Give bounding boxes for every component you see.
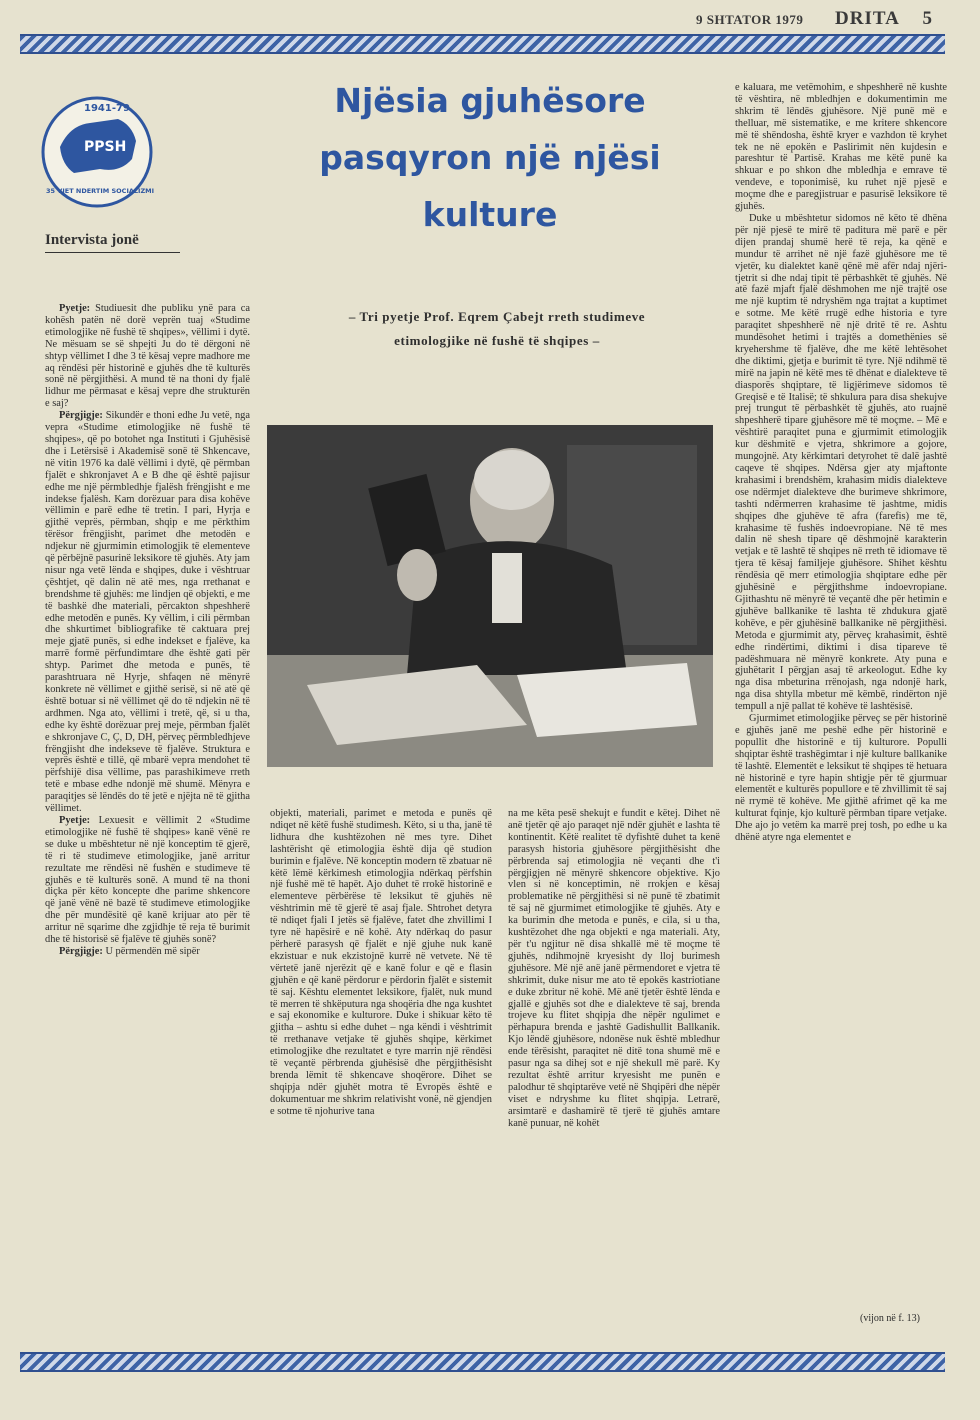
- headline-line-3: kulture: [422, 195, 558, 234]
- headline-line-1: Njësia gjuhësore: [334, 81, 646, 120]
- answer-text: Sikundër e thoni edhe Ju vetë, nga vepra «Studime etimologjike në fushë të shqipes», që po botohet nga Instituti i Gjuhësisë dhe i Letërsisë i Akademisë sonë të Shkencave, në vitin 1976 ka dalë vëllimi i dytë, që përmban fjalët e shkronjavet A e B dhe që është pajisur edhe me një përmbledhje fjalësh frëngjisht e me indekse fjalësh. Kam dorëzuar para disa kohëve vëllimin e parë edhe të tretin. I pari, Hyrja e gjithë veprës, përmban, shqip e me përkthim tërësor frëngjisht, parimet dhe metodën e ndjekur në gjurmimin etimologjik të elementeve që përbëjnë pasurinë leksikore të gjuhës. Aty jam nisur nga vetë lënda e shqipes, duke i vështruar çështjet, që dalin në atë mes, nga rrethanat e brendshme të gjuhës: me lindjen që objekti, e me të bashkë dhe materiali, përcakton shpeshherë edhe metodën e punës. Ky vëllim, i cili përmban dhe shkurtimet bibliografike të caktuara prej meje gjatë punës, si edhe indekset e fjalëve, ka marrë formë përfundimtare dhe është gati për shtyp. Parimet dhe metoda e punës, të parashtruara në Hyrje, shfaqen në mënyrë konkrete në vëllimet e gjithë serisë, si në atë që është botuar si në vëllimet që do të ndjekin në të ardhmen. Nga ato, vëllimi i tretë, që, si u tha, edhe ky është dorëzuar prej meje, përmban fjalët e shkronjave C, Ç, D, DH, përveç përmbledhjeve frëngjisht dhe indekseve të fjalëve. Struktura e veprës është e tillë, që mbarë vepra mendohet të përfshijë disa vëllime, pas parashikimeve rreth tetë e mbase edhe ndonjë më shumë. Mënyra e paraqitjes së lëndës do të jetë e njëjta në të gjitha vëllimet.: [45, 410, 250, 815]
- newspaper-name: DRITA: [835, 8, 900, 29]
- question-label: Pyetje:: [59, 303, 91, 314]
- issue-date: 9 SHTATOR 1979: [696, 12, 804, 27]
- answer-2: [45, 946, 250, 958]
- question-label: Pyetje:: [59, 814, 91, 826]
- column-4-paragraph-3: Gjurmimet etimologjike përveç se për historinë e gjuhës janë me peshë edhe për historinë e popullit dhe historinë e tij kulturore. Populli shqiptar është trashëgimtar i një kulture ballkanike të lashtë. Elementët e leksikut të shqipes të hetuara në historinë e tyre hapin shtigje për të gjurmuar elementët e kulturës popullore e të zhvillimit të saj në rrymë të kohëve. Me gjithë afrimet që ka me kulturat fqinje, kjo kulturë përmban tipare vetjake. Dhe ajo jo vetëm ka marrë prej tosh, po edhe u ka dhënë atyre nga elementet e: [735, 713, 947, 844]
- kicker-underline: [45, 252, 180, 253]
- continued-note: (vijon në f. 13): [860, 1313, 920, 1324]
- emblem-years: 1941-79: [84, 103, 130, 114]
- decorative-border-top: [20, 34, 945, 54]
- column-2: [270, 808, 492, 1335]
- headline-line-2: pasqyron një njësi: [319, 138, 661, 177]
- portrait-photo: [267, 425, 713, 767]
- emblem-party: PPSH: [84, 139, 127, 155]
- answer-label: Përgjigje:: [59, 945, 103, 957]
- answer-text: U përmendën më sipër: [105, 945, 200, 957]
- page-number: 5: [922, 8, 932, 29]
- party-emblem: [40, 95, 154, 209]
- subheadline-line-1: – Tri pyetje Prof. Eqrem Çabejt rreth studimeve: [348, 309, 646, 324]
- section-kicker: Intervista jonë: [45, 232, 139, 248]
- headline: [290, 72, 690, 243]
- question-text: Studiuesit dhe publiku ynë para ca kohësh patën në dorë veprën tuaj «Studime etimologjike në fushë të shqipes», vëllimi i dytë. Ne mësuam se së shpejti Ju do të dërgoni në shtyp vëllimet I dhe 3 të kësaj vepre madhore me aq rëndësi për historinë e gjuhës dhe të kulturës sonë në përgjithësi. A mund të na thoni dy fjalë lidhur me përmasat e kësaj vepre dhe strukturën e saj?: [45, 303, 250, 410]
- subheadline: [282, 305, 712, 353]
- subheadline-line-2: etimologjike në fushë të shqipes –: [394, 333, 600, 348]
- column-2-text: objekti, materiali, parimet e metoda e punës që ndiqet në këtë fushë studimesh. Këto, si u tha, janë të lidhura dhe kushtëzohen në mes tyre. Dihet lashtërisht që etimologjia është dija që studion burimin e fjalëve. Në konceptin modern të zbatuar në këtë lëmë kërkimesh etimologjia ndërkaq përfshin një fushë më të hapët. Ajo duhet të rrokë historinë e elementeve përbërëse të leksikut të gjuhës në vështrimin më të gjerë të asaj fjale. Shtrohet detyra të ndiqet fjali I jetës së fjalëve, fatet dhe zhvillimi I tyre në hapësirë e në kohë. Aty ndërkaq do pasur përherë parasysh që fjalët e një gjuhe nuk kanë ekzistuar e nuk ekzistojnë kurrë në vetvete. Në të vërtetë janë njerëzit që e kanë folur e që e flasin gjuhën e që kanë përdorur e përdorin fjalët e sistemit të saj. Kështu elementet leksikore, fjalët, nuk mund të merren të shkëputura nga shoqëria dhe nga kushtet e saj ekonomike e kulturore. Duke i shikuar këto të gjitha – ashtu si edhe duhet – nga këndi i vështrimit të rrethanave vetjake të gjuhës shqipe, kërkimet etimologjike dhe rezultatet e tyre marrin një rëndësi të veçantë përbrenda gjuhësisë dhe përgjithësisht brenda lëmit të shkencave shoqërore. Dihet se shqipja ndër gjuhët motra të Evropës është e dokumentuar me shkrim relativisht vonë, në gjendjen e sotme të njohurive tana: [270, 808, 492, 1117]
- column-1: [45, 303, 250, 1333]
- column-4: [735, 82, 947, 1304]
- column-4-paragraph-2: Duke u mbështetur sidomos në këto të dhëna për një pjesë te mirë të paditura më parë e për dijen prandaj shumë herë të reja, ka qënë e mundur të arrihet në një fazë gjuhësore me të vjetër, ku dialektet kanë qënë më afër ndaj njëri-tjetrit si dhe ndaj tipit të përbashkët të gjuhës. Në atë fazë mjaft fjalë dëshmohen me një trajtë ose me një kuptim të ndryshëm nga trajtat a kuptimet e sotme. Me këtë rrugë edhe historia e tyre paraqitet shpeshherë në një dritë të re. Ashtu mundësohet hetimi i trajtës a domethënies së kryehershme të fjalëve, dhe me këtë lehtësohet dhe diktimi, gjetja e burimit të tyre. Një ndihmë të mirë na japin në këtë mes të dhënat e dialekteve të diasporës shqiptare, të ligjërimeve sidomos të Greqisë e të Italisë; të shkulura para disa shekujve prej trungut të përbashkët të gjuhës, ato ruajnë shpeshherë tipare gjuhësore më të moçme. – Më e vështirë paraqitet puna e gjurmimit etimologjik kur dëshmitë e vjetra, shkrimore a gojore, mungojnë. Aty kërkimtari detyrohet të dalë jashtë caqeve të shqipes. Ndërsa gjer aty mjaftonte krahasimi i brendshëm, krahasim midis dialekteve ose ndërmjet dialekteve dhe burimeve shkrimore, tashti ndërmerren krahasime të jashtme, midis shqipes dhe gjuhëve të afra (farefis) me të, krahasime të fushës indoevropiane. Në të mes dalin në shesh tipare që dëshmojnë karakterin vetjak e të lashtë të shqipes në rreth të idiomave të tjera të kësaj familjeje gjuhësore. Shihet kështu rëndësia që merr etimologjia shqiptare edhe për gjuhësinë e përgjithshme indoevropiane. Gjithashtu në mënyrë të veçantë dhe për hetimin e gjuhëve ballkanike të lashta të zhdukura gjatë kohëve, e për gjuhësinë ballkanike në përgjithësi. Metoda e gjurmimit aty, përveç krahasimit, është edhe rindërtimi, diktimi i disa tipareve të padëshmuara në mënyrë konkrete. Aty puna e gjuhëtarit I përgjan asaj të arkeologut. Edhe ky nga disa mbeturina rrënojash, nga ndonjë hark, nga disa shtylla mbetur më këmbë, rindërton një tempull a një pallat të kohëve të lashtësisë.: [735, 212, 947, 713]
- photo-illustration: [267, 425, 713, 767]
- masthead: [680, 8, 940, 30]
- answer-1: [45, 410, 250, 815]
- decorative-border-bottom: [20, 1352, 945, 1372]
- question-text: Lexuesit e vëllimit 2 «Studime etimologjike në fushë të shqipes» kanë vënë re se duke u mbështetur në një konceptim të gjerë, të ri të studimeve etimologjike, janë arritur rezultate me rëndësi në fushën e studimeve të gjuhës e të kulturës sonë. A mund të na thoni diçka për këto koncepte dhe parime shkencore që janë vënë në bazë të studimeve etimologjike dhe për mundësitë që kanë krijuar ato për të arritur në sqarime dhe zgjidhje të reja të burimit dhe të historisë së fjalëve të gjuhës sonë?: [45, 814, 250, 946]
- answer-label: Përgjigje:: [59, 410, 103, 422]
- question-1: [45, 303, 250, 410]
- column-3-text: na me këta pesë shekujt e fundit e këtej. Dihet në anë tjetër që ajo paraqet një ndër gjuhët e lashta të kontinentit. Këtë realitet të dyfishtë duhet ta kenë parasysh historia gjuhësore përgjithësisht dhe përbrenda saj etimologjia në veçanti dhe t'i përgjigjen në mënyrë shkencore objektive. Kjo vlen si në konceptimin, në rrokjen e kësaj problematike në përgjithësi si në punë të zbatimit të saj në gjurmimet etimologjike të gjuhës. Aty e ka burimin dhe metoda e punës, e cila, si u tha, kushtëzohet dhe nga objekti e nga materiali. Aty, për t'u ngjitur në disa shkallë më të moçme të gjuhës, ndihmojnë kryesisht dy lloj burimesh gjuhësore. Më një anë janë përmendoret e vjetra të shkrimit, duke nisur me ato të epokës kastriotiane e duke zbritur në kohë. Më anë tjetër është lënda e gjallë e gjuhës sot dhe e dialekteve të saj, brenda trojeve ku flitet shqipja dhe nëpër ngulimet e përhapura brenda e jashtë Gadishullit Ballkanik. Kjo lëndë gjuhësore, ndonëse nuk është mbledhur ende tërësisht, paraqitet në ditë tona shumë më e pasur nga sa dihej sot e një shekull më parë. Ky rezultat është arritur kryesisht me punën e palodhur të shqiptarëve vetë në Shqipëri dhe nëpër viset e ndryshme ku flitet shqipja. Letrarë, arsimtarë e dashamirë të tjerë të gjuhës amtare kanë punuar, në kohët: [508, 808, 720, 1129]
- column-3: [508, 808, 720, 1335]
- question-2: [45, 815, 250, 946]
- emblem-slogan: 35 VJET NDERTIM SOCIALIZMI: [46, 187, 154, 195]
- column-4-paragraph-1: e kaluara, me vetëmohim, e shpeshherë në kushte të vështira, në mbledhjen e dokumentimin me shkrim të lëndës gjuhësore. Një punë më e thelluar, më sistematike, e me kritere shkencore më të shëndosha, është kryer e vazhdon të kryhet tek ne në epokën e Paslirimit nën kujdesin e pareshtur të Partisë. Krahas me këtë punë ka shkuar e po shkon dhe mbledhja e emrave të vendeve, e toponimisë, ku ruhet një pjesë e moçme dhe e paregjistruar e pasurisë leksikore të gjuhës.: [735, 82, 947, 213]
